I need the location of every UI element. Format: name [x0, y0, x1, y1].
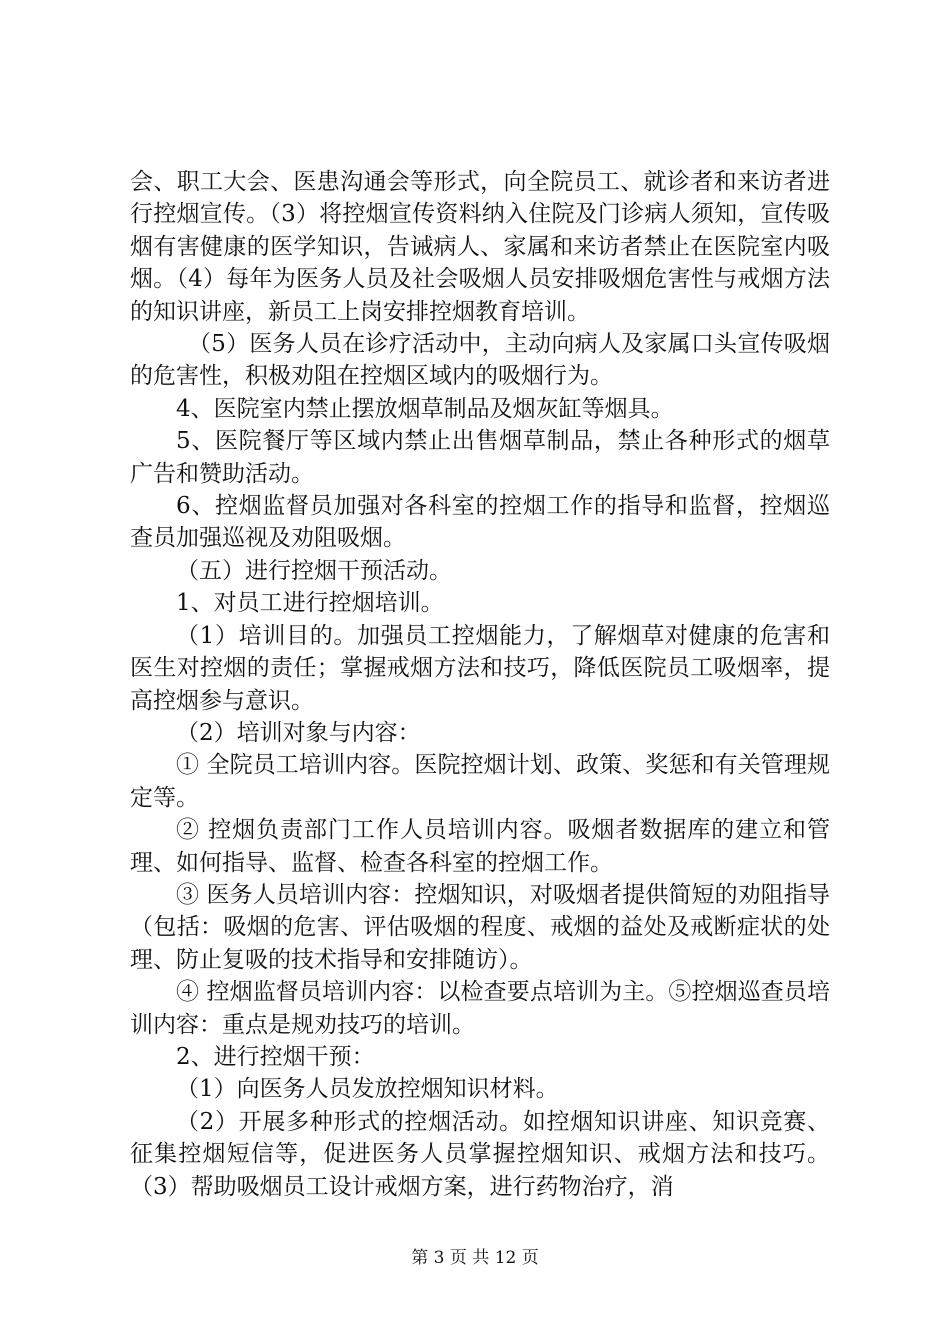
paragraph-5: 6、控烟监督员加强对各科室的控烟工作的指导和监督，控烟巡查员加强巡视及劝阻吸烟。: [130, 493, 830, 552]
paragraph-8: （1）培训目的。加强员工控烟能力，了解烟草对健康的危害和医生对控烟的责任；掌握戒烟方法和技巧，降低医院员工吸烟率，提高控烟参与意识。: [130, 622, 830, 714]
paragraph-13: ④ 控烟监督员培训内容：以检查要点培训为主。⑤控烟巡查员培训内容：重点是规劝技巧的培训。: [130, 979, 830, 1038]
page-footer: 第 3 页 共 12 页: [411, 1248, 539, 1268]
paragraph-15: （1）向医务人员发放控烟知识材料。: [176, 1076, 559, 1103]
paragraph-1: 会、职工大会、医患沟通会等形式，向全院员工、就诊者和来访者进行控烟宣传。（3）将控烟宣传资料纳入住院及门诊病人须知，宣传吸烟有害健康的医学知识，告诫病人、家属和来访者禁止在医院室内吸烟。（4）每年为医务人员及社会吸烟人员安排吸烟危害性与戒烟方法的知识讲座，新员工上岗安排控烟教育培训。: [130, 169, 830, 325]
paragraph-12: ③ 医务人员培训内容：控烟知识，对吸烟者提供简短的劝阻指导（包括：吸烟的危害、评估吸烟的程度、戒烟的益处及戒断症状的处理、防止复吸的技术指导和安排随访）。: [130, 881, 830, 973]
paragraph-16: （2）开展多种形式的控烟活动。如控烟知识讲座、知识竞赛、征集控烟短信等，促进医务人员掌握控烟知识、戒烟方法和技巧。（3）帮助吸烟员工设计戒烟方案，进行药物治疗，消: [130, 1108, 830, 1200]
paragraph-2: （5）医务人员在诊疗活动中，主动向病人及家属口头宣传吸烟的危害性，积极劝阻在控烟区域内的吸烟行为。: [130, 331, 830, 390]
paragraph-10: ① 全院员工培训内容。医院控烟计划、政策、奖惩和有关管理规定等。: [130, 752, 830, 811]
paragraph-6: （五）进行控烟干预活动。: [176, 557, 452, 584]
paragraph-9: （2）培训对象与内容：: [176, 719, 421, 746]
document-body: [130, 166, 830, 1203]
paragraph-14: 2、进行控烟干预：: [176, 1043, 375, 1070]
paragraph-7: 1、对员工进行控烟培训。: [176, 590, 444, 617]
paragraph-4: 5、医院餐厅等区域内禁止出售烟草制品，禁止各种形式的烟草广告和赞助活动。: [130, 428, 830, 487]
paragraph-3: 4、医院室内禁止摆放烟草制品及烟灰缸等烟具。: [176, 395, 674, 422]
paragraph-11: ② 控烟负责部门工作人员培训内容。吸烟者数据库的建立和管理、如何指导、监督、检查各科室的控烟工作。: [130, 817, 830, 876]
